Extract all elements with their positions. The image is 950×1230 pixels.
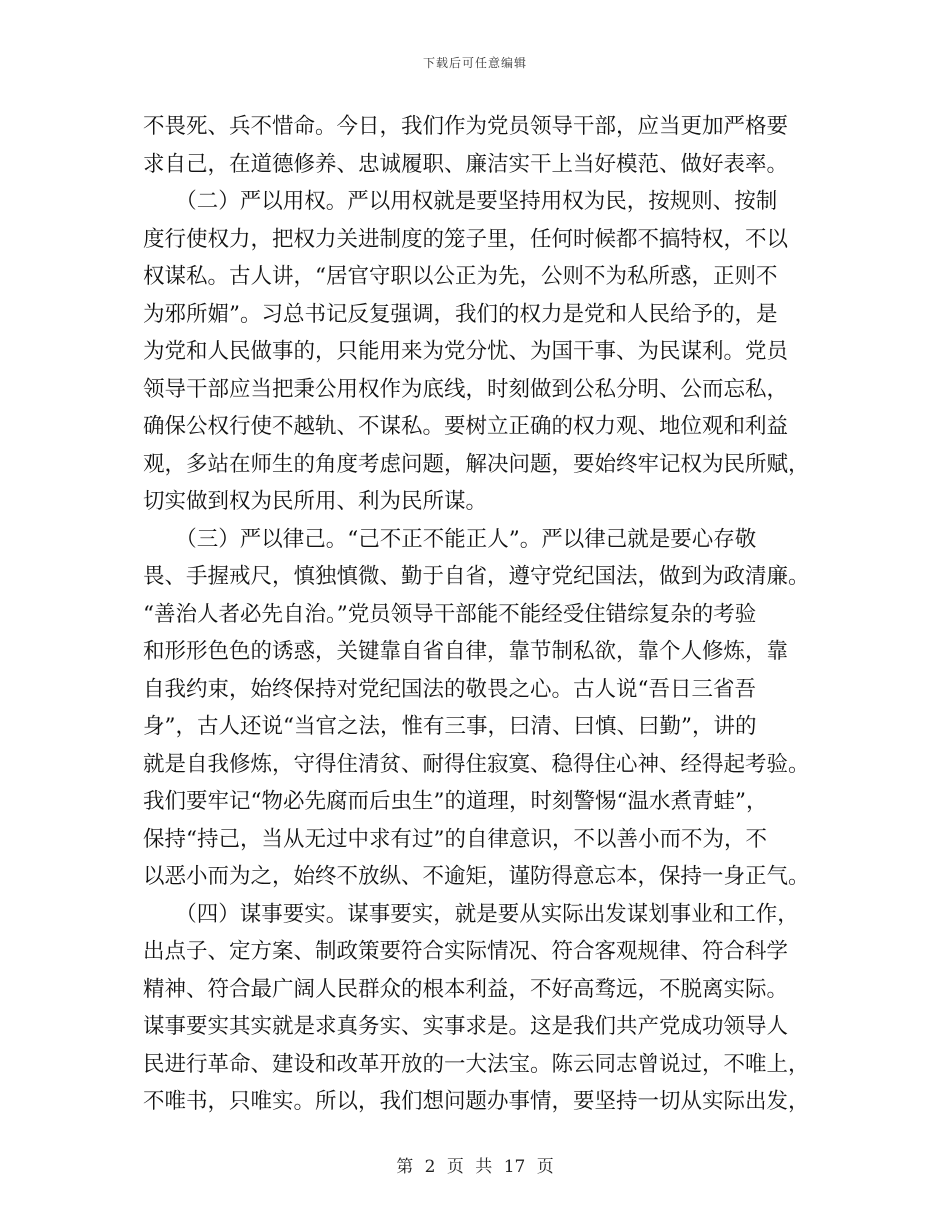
text-line: 切实做到权为民所用、利为民所谋。 [143,489,488,514]
text-line: 不畏死、兵不惜命。今日，我们作为党员领导干部，应当更加严格要 [143,114,789,139]
document-body [143,108,811,1121]
text-line: “善治人者必先自治。”党员领导干部能不能经受住错综复杂的考验 [143,601,757,627]
page-header: 下载后可任意编辑 [422,56,527,70]
text-line: 畏、手握戒尺，慎独慎微、勤于自省，遵守党纪国法，做到为政清廉。 [143,564,810,589]
text-line: 以恶小而为之，始终不放纵、不逾矩，谨防得意忘本，保持一身正气。 [143,864,810,889]
text-line: 不唯书，只唯实。所以，我们想问题办事情，要坚持一切从实际出发， [143,1089,810,1114]
text-line: 身”，古人还说“当官之法，惟有三事，曰清、曰慎、曰勤”，讲的 [143,714,757,739]
text-line: （三）严以律己。“己不正不能正人”。严以律己就是要心存敬 [143,526,757,552]
text-line: 确保公权行使不越轨、不谋私。要树立正确的权力观、地位观和利益 [143,414,789,439]
text-line: 保持“持己，当从无过中求有过”的自律意识，不以善小而不为，不 [143,826,767,852]
text-line: 为党和人民做事的，只能用来为党分忧、为国干事、为民谋利。党员 [143,339,789,364]
text-line: 和形形色色的诱惑，关键靠自省自律，靠节制私欲，靠个人修炼，靠 [143,639,789,664]
text-line: 求自己，在道德修养、忠诚履职、廉洁实干上当好模范、做好表率。 [143,151,789,177]
text-line: 自我约束，始终保持对党纪国法的敬畏之心。古人说“吾日三省吾 [143,676,756,702]
text-line: （二）严以用权。严以用权就是要坚持用权为民，按规则、按制 [143,189,778,214]
text-line: 权谋私。古人讲，“居官守职以公正为先，公则不为私所惑，正则不 [143,264,778,289]
text-line: 为邪所媚”。习总书记反复强调，我们的权力是党和人民给予的，是 [143,301,778,327]
text-line: 精神、符合最广阔人民群众的根本利益，不好高骛远，不脱离实际。 [143,976,789,1002]
page-footer: 第 2 页 共 17 页 [396,1157,554,1177]
text-line: 领导干部应当把秉公用权作为底线，时刻做到公私分明、公而忘私， [143,376,789,402]
text-line: 我们要牢记“物必先腐而后虫生”的道理，时刻警惕“温水煮青蛙”， [143,789,768,814]
text-line: 谋事要实其实就是求真务实、实事求是。这是我们共产党成功领导人 [143,1014,789,1039]
text-line: 就是自我修炼，守得住清贫、耐得住寂寞、稳得住心神、经得起考验。 [143,751,810,777]
text-line: 民进行革命、建设和改革开放的一大法宝。陈云同志曾说过，不唯上， [143,1051,810,1077]
text-line: （四）谋事要实。谋事要实，就是要从实际出发谋划事业和工作， [143,901,799,927]
text-line: 观，多站在师生的角度考虑问题，解决问题，要始终牢记权为民所赋， [143,451,810,477]
text-line: 度行使权力，把权力关进制度的笼子里，任何时候都不搞特权，不以 [143,226,789,252]
text-line: 出点子、定方案、制政策要符合实际情况、符合客观规律、符合科学 [143,939,789,964]
